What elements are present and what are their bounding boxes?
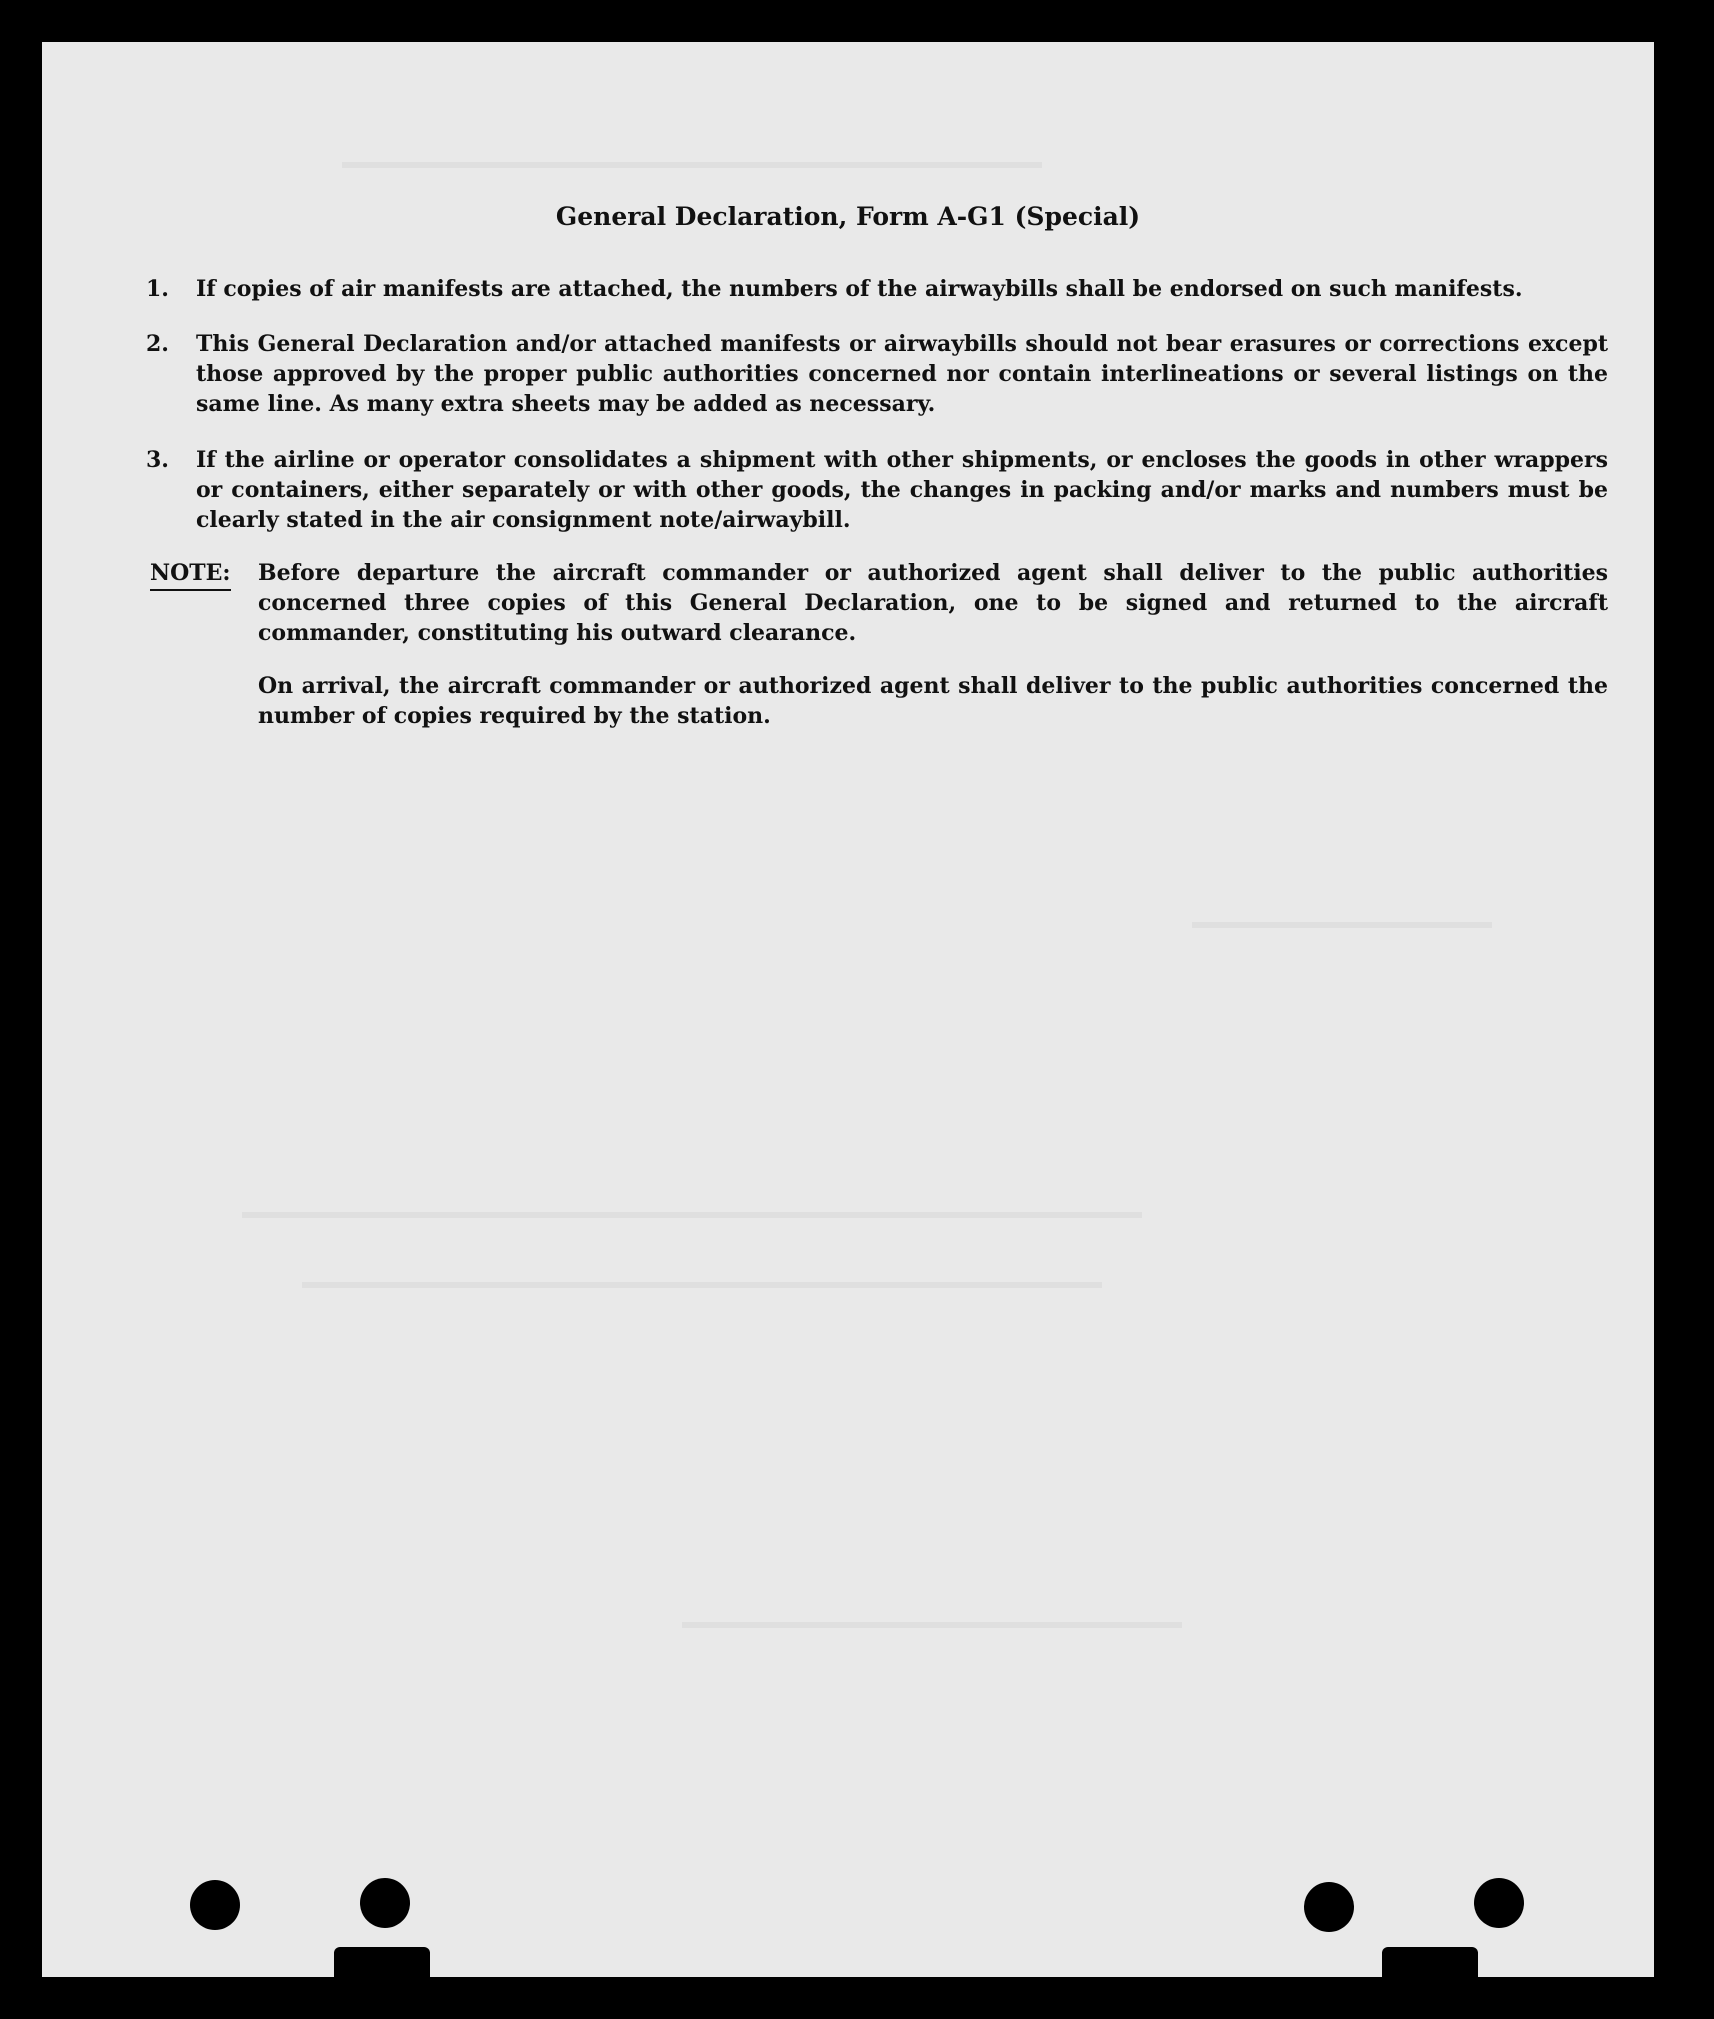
bleed-through-mark: [1192, 922, 1492, 928]
item-text: This General Declaration and/or attached manifests or airwaybills should not bear erasures or corrections except those approved by the proper public authorities concerned nor contain interlineations or several listings on the same line. As many extra sheets may be added as necessary.: [196, 331, 1608, 417]
note-label: NOTE:: [150, 558, 231, 591]
list-item: [146, 445, 1608, 535]
punch-hole: [1474, 1878, 1524, 1928]
item-text: If the airline or operator consolidates a shipment with other shipments, or encloses the goods in other wrappers or containers, either separately or with other goods, the changes in packing and/or marks and numbers must be clearly stated in the air consignment note/airwaybill.: [196, 447, 1608, 533]
item-text: If copies of air manifests are attached, the numbers of the airwaybills shall be endorsed on such manifests.: [196, 276, 1523, 302]
bleed-through-mark: [342, 162, 1042, 168]
item-number: 2.: [146, 331, 169, 357]
list-item: [146, 274, 1608, 304]
punch-hole: [190, 1880, 240, 1930]
bleed-through-mark: [682, 1622, 1182, 1628]
punch-hole: [360, 1878, 410, 1928]
binding-tab: [334, 1947, 430, 1977]
item-number: 1.: [146, 276, 169, 302]
page-title: General Declaration, Form A-G1 (Special): [555, 202, 1141, 231]
punch-hole: [1304, 1882, 1354, 1932]
bleed-through-mark: [242, 1212, 1142, 1218]
note-paragraph: On arrival, the aircraft commander or authorized agent shall deliver to the public authorities concerned the number of copies required by the station.: [258, 673, 1608, 729]
document-page: [42, 42, 1654, 1977]
binding-tab: [1382, 1947, 1478, 1977]
bleed-through-mark: [302, 1282, 1102, 1288]
note-paragraph: Before departure the aircraft commander or authorized agent shall deliver to the public authorities concerned three copies of this General Declaration, one to be signed and returned to the aircraft commander, constituting his outward clearance.: [258, 560, 1608, 646]
list-item: [146, 329, 1608, 419]
item-number: 3.: [146, 447, 169, 473]
